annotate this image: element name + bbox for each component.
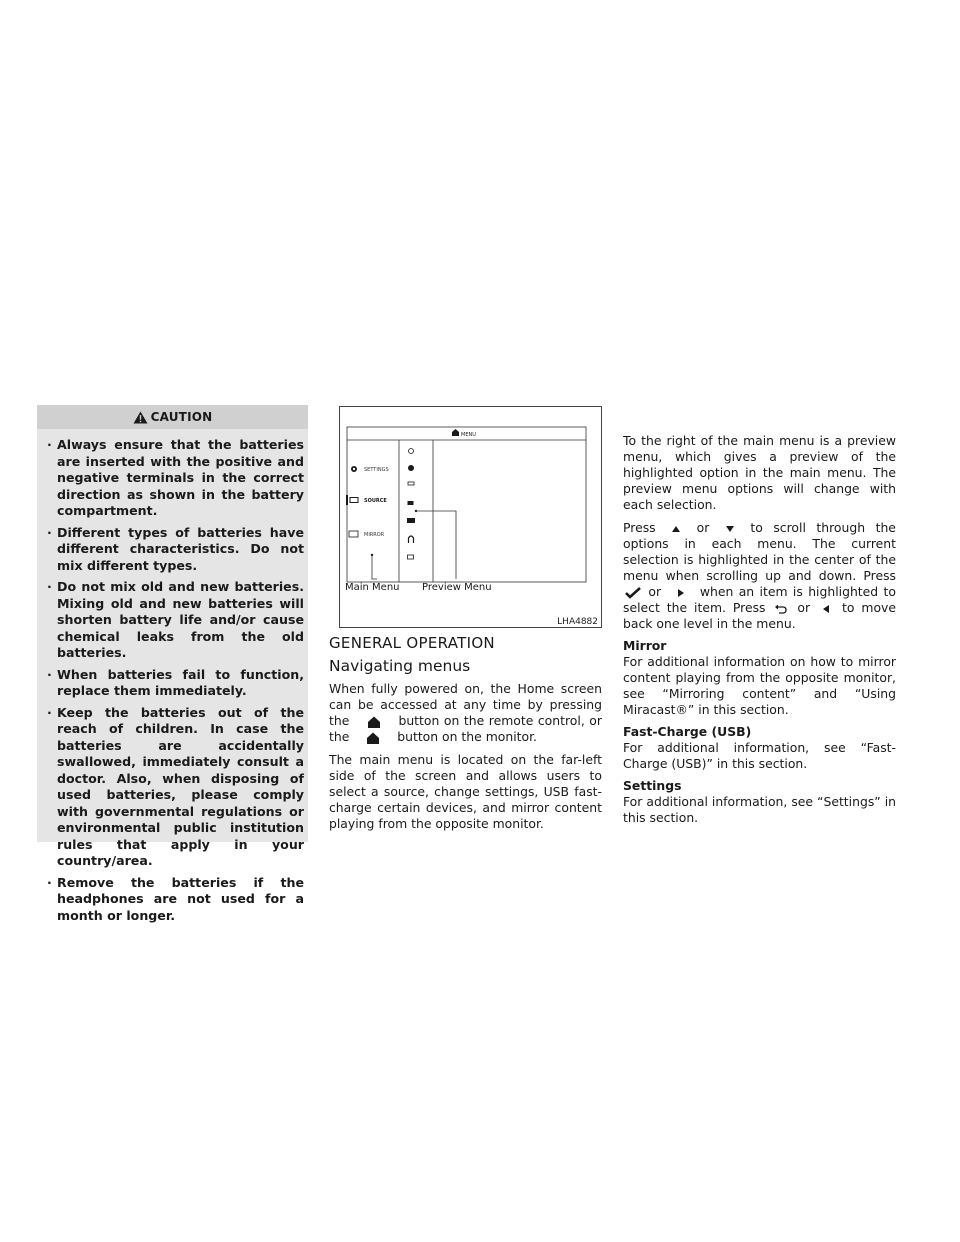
home-icon: [353, 731, 393, 745]
right-column: [623, 433, 896, 826]
menu-title: MENU: [461, 432, 476, 438]
general-operation-section: [329, 634, 602, 832]
disc-icon: [408, 465, 414, 471]
fast-charge-text: For additional information, see “Fast-Charge (USB)” in this section.: [623, 740, 896, 771]
caution-item: · When batteries fail to function, replace them immediately.: [47, 666, 304, 698]
figure-label: LHA4882: [557, 617, 598, 627]
up-arrow-icon: [666, 524, 686, 534]
main-item-source: SOURCE: [364, 498, 387, 504]
back-icon: [772, 604, 790, 614]
caution-item: · Different types of batteries have different characteristics. Do not mix different types.: [47, 524, 304, 573]
settings-title: Settings: [623, 778, 682, 793]
right-arrow-icon: [666, 588, 694, 598]
caution-item: · Remove the batteries if the headphones are not used for a month or longer.: [47, 874, 304, 923]
callout-preview-menu: Preview Menu: [422, 582, 492, 593]
navigation-paragraph: Press or to scroll through the options in each menu. The current selection is highlighted in the center of the menu when scrolling up and down. Press or when an item is highlighted to select the item. Press or to move back one level in the menu.: [623, 520, 896, 631]
home-paragraph: When fully powered on, the Home screen can be accessed at any time by pressing the button on the remote control, or the button on the monitor.: [329, 681, 602, 744]
section-subheading: Navigating menus: [329, 657, 471, 675]
checkmark-icon: [623, 587, 643, 599]
settings-text: For additional information, see “Settings” in this section.: [623, 794, 896, 825]
gear-icon: [351, 466, 357, 472]
menu-screen-illustration: [340, 407, 601, 627]
fast-charge-title: Fast-Charge (USB): [623, 724, 752, 739]
mirror-text: For additional information on how to mirror content playing from the opposite monitor, see “Mirroring content” and “Using Miracast®” in this section.: [623, 654, 896, 717]
main-item-settings: SETTINGS: [364, 467, 389, 473]
left-arrow-icon: [817, 604, 835, 614]
callout-main-menu: Main Menu: [345, 582, 400, 593]
section-heading: GENERAL OPERATION: [329, 634, 495, 652]
caution-list: [37, 429, 308, 924]
caution-item: · Do not mix old and new batteries. Mixing old and new batteries will shorten battery life and/or cause chemical leaks from the old batteries.: [47, 579, 304, 660]
main-menu-paragraph: The main menu is located on the far-left side of the screen and allows users to select a source, change settings, USB fast-charge certain devices, and mirror content playing from the opposite monitor.: [329, 752, 602, 831]
home-icon: [354, 715, 394, 729]
preview-menu-paragraph: To the right of the main menu is a preview menu, which gives a preview of the highlighted option in the main menu. The preview menu options will change with each selection.: [623, 433, 896, 512]
caution-box: [37, 405, 308, 923]
caution-item: · Always ensure that the batteries are inserted with the positive and negative terminals in the correct direction as shown in the battery compartment.: [47, 437, 304, 518]
menu-figure: [339, 406, 602, 628]
warning-icon: [133, 411, 148, 424]
mirror-title: Mirror: [623, 638, 667, 653]
card-icon: [407, 518, 415, 523]
caution-item: · Keep the batteries out of the reach of children. In case the batteries are accidentally swallowed, immediately consult a doctor. Also, when disposing of used batteries, please comply with governmental regulations or environmental public institution rules that apply in your country/area.: [47, 704, 304, 868]
down-arrow-icon: [720, 524, 740, 534]
hdmi-icon: [408, 501, 414, 505]
caution-title: CAUTION: [150, 410, 213, 424]
main-item-mirror: MIRROR: [364, 532, 385, 538]
caution-header: [37, 405, 308, 429]
